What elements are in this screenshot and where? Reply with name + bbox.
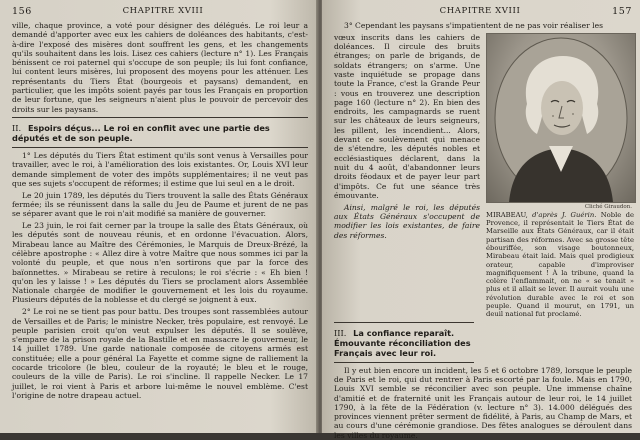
section-title: Espoirs déçus... Le roi en conflit avec une partie des députés et de son peuple. xyxy=(12,122,270,143)
left-running-head xyxy=(12,6,308,17)
section-3-heading xyxy=(334,328,474,358)
caption-name: MIRABEAU, xyxy=(486,210,528,219)
paragraph: 2° Le roi ne se tient pas pour battu. Des troupes sont rassemblées autour de Versailles et de Paris; le ministre Necker, très populaire, est renvoyé. Le peuple parisien croit qu'on veut expulser les députés. Il se soulève, s'empare de la prison royale de la Bastille et en massacre le gouverneur, le 14 juillet 1789. Une garde nationale composée de citoyens armés est constituée; elle a pour général La Fayette et comme signe de ralliement la cocarde tricolore (le bleu, couleur de la royauté; le bleu et le rouge, couleurs de la ville de Paris). Le roi s'incline. Il rappelle Necker. Le 17 juillet, le roi vient à Paris et arbore lui-même le nouvel emblème. C'est l'origine de notre drapeau actuel. xyxy=(12,307,308,400)
section-title: La confiance reparaît. Émouvante réconciliation des Français avec leur roi. xyxy=(334,327,471,358)
right-page-number: 157 xyxy=(612,6,632,17)
intro-paragraph: ville, chaque province, a voté pour désigner des délégués. Le roi leur a demandé d'apporter avec eux les cahiers de doléances des habitants, c'est-à-dire l'exposé des misères dont souffrent les gens, et les changements qu'ils souhaitent dans les lois. Lisez ces cahiers (lecture n° 1). Les Français bénissent ce roi paternel qui s'occupe de son peuple; ils lui font confiance, lui content leurs misères, lui proposent des moyens pour les atténuer. Les représentants du Tiers État (bourgeois et paysans) demandent, en particulier, que les impôts soient payés par tous les Français en proportion de leur fortune, que les seigneurs n'aient plus le pouvoir de percevoir des droits sur les paysans. xyxy=(12,21,308,114)
portrait-illustration xyxy=(487,34,635,202)
caption-source: d'après J. Guérin. xyxy=(532,210,597,219)
right-running-head xyxy=(334,6,632,17)
divider xyxy=(334,362,474,363)
paragraph: Le 20 juin 1789, les députés du Tiers trouvent la salle des États Généraux fermée; ils se réunissent dans la salle du Jeu de Paume et jurent de ne pas se séparer avant que le roi n'ait modifié sa manière de gouverner. xyxy=(12,190,308,219)
section-number: III. xyxy=(334,327,347,338)
section-2-heading xyxy=(12,123,308,143)
paragraph: Ainsi, malgré le roi, les députés aux États Généraux s'occupent de modifier les lois existantes, de faire des réformes. xyxy=(334,202,480,240)
photo-credit: Cliché Giraudon. xyxy=(584,203,632,210)
divider xyxy=(334,322,474,323)
text-and-figure xyxy=(334,33,632,319)
paragraph: 1° Les députés du Tiers État estiment qu'ils sont venus à Versailles pour travailler, avec le roi, à l'amélioration des lois existantes. Or, Louis XVI leur demande simplement de voter des impôts supplémentaires; il ne veut pas que ses sujets s'occupent de réformes; il estime que lui seul en a le droit. xyxy=(12,150,308,188)
figure-caption xyxy=(486,211,634,319)
left-page-number: 156 xyxy=(12,6,32,17)
divider xyxy=(12,117,308,118)
paragraph: 3° Cependant les paysans s'impatientent de ne pas voir réaliser les xyxy=(344,21,604,30)
paragraph: Il y eut bien encore un incident, les 5 et 6 octobre 1789, lorsque le peuple de Paris et le roi, qui dut rentrer à Paris escorté par la foule. Mais en 1790, Louis XVI semble se réconcilier avec son peuple. Une immense chaîne d'amitié et de fraternité unit les Français autour de leur roi, le 14 juillet 1790, à la fête de la Fédération (v. lecture n° 3). 14.000 délégués des provinces viennent prêter serment de fidélité, à Paris, au Champ de Mars, et au cours d'une cérémonie grandiose. Des fêtes analogues se déroulent dans les villes du royaume. xyxy=(334,365,632,440)
paragraph: Le 23 juin, le roi fait cerner par la troupe la salle des États Généraux, où les députés sont de nouveau réunis, et en ordonne l'évacuation. Alors, Mirabeau lance au Maître des Cérémonies, le Marquis de Dreux-Brézé, la célèbre apostrophe : « Allez dire à votre Maître que nous sommes ici par la volonté du peuple, et que nous n'en sortirons que par la force des baïonnettes. » Mirabeau se retire à reculons; le roi s'écrie : « Eh bien ! qu'on les y laisse ! » Les députés du Tiers se proclament alors Assemblée Nationale chargée de modifier le gouvernement et les lois du royaume. Plusieurs députés de la noblesse et du clergé se joignent à eux. xyxy=(12,221,308,305)
mirabeau-figure xyxy=(486,33,634,319)
caption-text: Noble de Provence, il représentait le Tiers État de Marseille aux États Généraux, car il était partisan des réformes. Avec sa grosse tête ébouriffée, son visage boutonneux, Mirabeau était laid. Mais quel prodigieux orateur, capable d'improviser magnifiquement ! À la tribune, quand la colère l'enflammait, on ne « se tenait » plus et il allait se lever. Il aurait voulu une révolution durable avec le roi et son peuple. Quand il mourut, en 1791, un deuil national fut proclamé. xyxy=(486,210,634,319)
right-chapter-title: CHAPITRE XVIII xyxy=(439,6,521,16)
paragraph: vœux inscrits dans les cahiers de doléances. Il circule des bruits étranges; on parle de brigands, de soldats étrangers; on s'arme. Une vaste inquiétude se propage dans toute la France, c'est la Grande Peur : vous en trouverez une description page 160 (lecture n° 2). En bien des endroits, les campagnards se ruent sur les châteaux de leurs seigneurs, les pillent, les incendient... Alors, devant ce soulèvement qui menace de s'étendre, les députés nobles et ecclésiastiques déclarent, dans la nuit du 4 août, d'abandonner leurs droits féodaux et de payer leur part d'impôts. Ce fut une séance très émouvante. xyxy=(334,32,480,200)
mirabeau-portrait-image xyxy=(486,33,636,203)
divider xyxy=(12,147,308,148)
left-page xyxy=(0,0,318,433)
section-number: II. xyxy=(12,122,22,133)
left-chapter-title: CHAPITRE XVIII xyxy=(122,6,204,16)
narrow-column xyxy=(334,33,480,319)
right-page xyxy=(322,0,640,440)
